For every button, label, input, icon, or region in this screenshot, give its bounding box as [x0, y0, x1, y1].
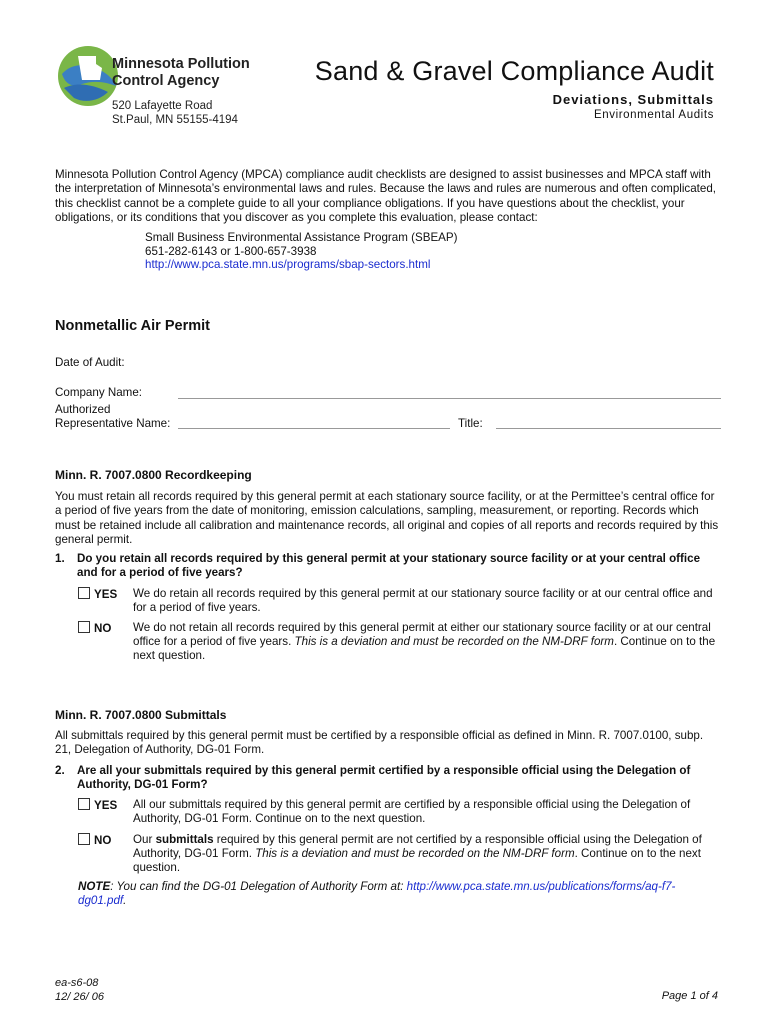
q2-yes-option[interactable] — [78, 798, 117, 812]
note-text: : You can find the DG-01 Delegation of Authority Form at: — [110, 880, 407, 893]
q2-no-text-part3: . Continue on to the next question. — [133, 847, 701, 874]
org-name-line1: Minnesota Pollution — [112, 56, 250, 72]
date-of-audit-label: Date of Audit: — [55, 356, 125, 369]
q2-yes-checkbox[interactable] — [78, 798, 90, 810]
q1-no-checkbox[interactable] — [78, 621, 90, 633]
q1-no-text-deviation: This is a deviation and must be recorded on the NM-DRF form — [294, 635, 614, 648]
q2-no-text-part1: Our — [133, 833, 156, 846]
document-category: Environmental Audits — [593, 109, 714, 121]
company-name-label: Company Name: — [55, 386, 142, 399]
q1-yes-text: We do retain all records required by this general permit at our stationary source facility or at our central office and for a period of five years. — [133, 587, 713, 614]
q2-no-label: NO — [94, 834, 112, 847]
q1-yes-label: YES — [94, 588, 118, 601]
rep-name-label — [55, 403, 170, 431]
address-line1: 520 Lafayette Road — [112, 100, 213, 112]
org-address — [112, 99, 238, 127]
contact-link[interactable]: http://www.pca.state.mn.us/programs/sbap-sectors.html — [145, 258, 431, 271]
q1-no-text-part2: . Continue on to the next question. — [133, 635, 716, 662]
note-end: . — [123, 894, 127, 907]
footer-page-number: Page 1 of 4 — [661, 990, 718, 1002]
q1-no-text-part1: We do not retain all records required by this general permit at either our stationary source facility or at our central office for a period of five years. — [133, 621, 711, 648]
q2-no-text-submittals: submittals — [155, 833, 214, 846]
org-name — [112, 56, 250, 90]
mpca-logo-icon — [56, 44, 120, 108]
q2-no-text-deviation: This is a deviation and must be recorded on the NM-DRF form — [255, 847, 575, 860]
q1-no-label: NO — [94, 622, 112, 635]
rep-name-field[interactable] — [178, 428, 450, 429]
question-1-text: Do you retain all records required by this general permit at your stationary source facility or at your central office and for a period of five years? — [77, 552, 701, 579]
document-title: Sand & Gravel Compliance Audit — [314, 56, 714, 86]
permit-heading: Nonmetallic Air Permit — [55, 318, 210, 334]
note — [78, 880, 718, 908]
note-link[interactable]: http://www.pca.state.mn.us/publications/forms/aq-f7-dg01.pdf — [78, 880, 676, 907]
rep-label-line2: Representative Name: — [55, 417, 171, 430]
q1-yes-option[interactable] — [78, 587, 117, 601]
q1-no-text — [133, 621, 718, 663]
mpca-logo — [56, 44, 120, 108]
note-label: NOTE — [78, 880, 111, 893]
section-submittals-heading: Minn. R. 7007.0800 Submittals — [55, 708, 227, 722]
document-subtitle: Deviations, Submittals — [552, 92, 714, 107]
contact-name: Small Business Environmental Assistance Program (SBEAP) — [145, 231, 458, 244]
contact-block — [145, 231, 458, 272]
q2-yes-label: YES — [94, 799, 118, 812]
q2-no-text-part2: required by this general permit are not certified by a responsible official using the Delegation of Authority, DG-01 Form. — [133, 833, 702, 860]
title-field[interactable] — [496, 428, 721, 429]
section-recordkeeping-paragraph: You must retain all records required by this general permit at each stationary source facility, or at the Permittee’s central office for a period of five years from the date of monitoring, emission calculations, sampling, measurement, or reporting. Records which must be retained include all calibration and maintenance records, all original and copies of all reports and records required by this general permit. — [55, 490, 719, 546]
rep-label-line1: Authorized — [55, 403, 111, 416]
question-2-number: 2. — [55, 764, 65, 777]
question-2-text: Are all your submittals required by this general permit certified by a responsible official using the Delegation of Authority, DG-01 Form? — [77, 764, 691, 791]
footer-doc-id: ea-s6-08 — [55, 977, 99, 989]
q2-no-checkbox[interactable] — [78, 833, 90, 845]
q2-no-option[interactable] — [78, 833, 111, 847]
intro-paragraph: Minnesota Pollution Control Agency (MPCA) compliance audit checklists are designed to assist businesses and MPCA staff with the interpretation of Minnesota’s environmental laws and rules. Because the laws and rules are numerous and often complicated, this checklist cannot be a complete guide to all your compliance obligations. If you have questions about the checklist, your obligations, or its conditions that you discover as you complete this evaluation, please contact: — [55, 168, 717, 224]
section-recordkeeping-heading: Minn. R. 7007.0800 Recordkeeping — [55, 468, 252, 482]
title-label: Title: — [458, 417, 483, 430]
q2-no-text — [133, 833, 718, 875]
q2-yes-text: All our submittals required by this general permit are certified by a responsible official using the Delegation of Authority, DG-01 Form. Continue on to the next question. — [133, 798, 691, 825]
question-2 — [55, 764, 720, 792]
q1-yes-checkbox[interactable] — [78, 587, 90, 599]
section-submittals-paragraph: All submittals required by this general permit must be certified by a responsible official as defined in Minn. R. 7007.0100, subp. 21, Delegation of Authority, DG-01 Form. — [55, 729, 704, 757]
footer-doc-info — [55, 976, 104, 1004]
question-1-number: 1. — [55, 552, 65, 565]
company-name-field[interactable] — [178, 398, 721, 399]
footer-date: 12/ 26/ 06 — [55, 991, 104, 1003]
org-name-line2: Control Agency — [112, 73, 220, 89]
address-line2: St.Paul, MN 55155-4194 — [112, 114, 238, 126]
contact-phone: 651-282-6143 or 1-800-657-3938 — [145, 244, 317, 258]
q1-no-option[interactable] — [78, 621, 111, 635]
question-1 — [55, 552, 720, 580]
